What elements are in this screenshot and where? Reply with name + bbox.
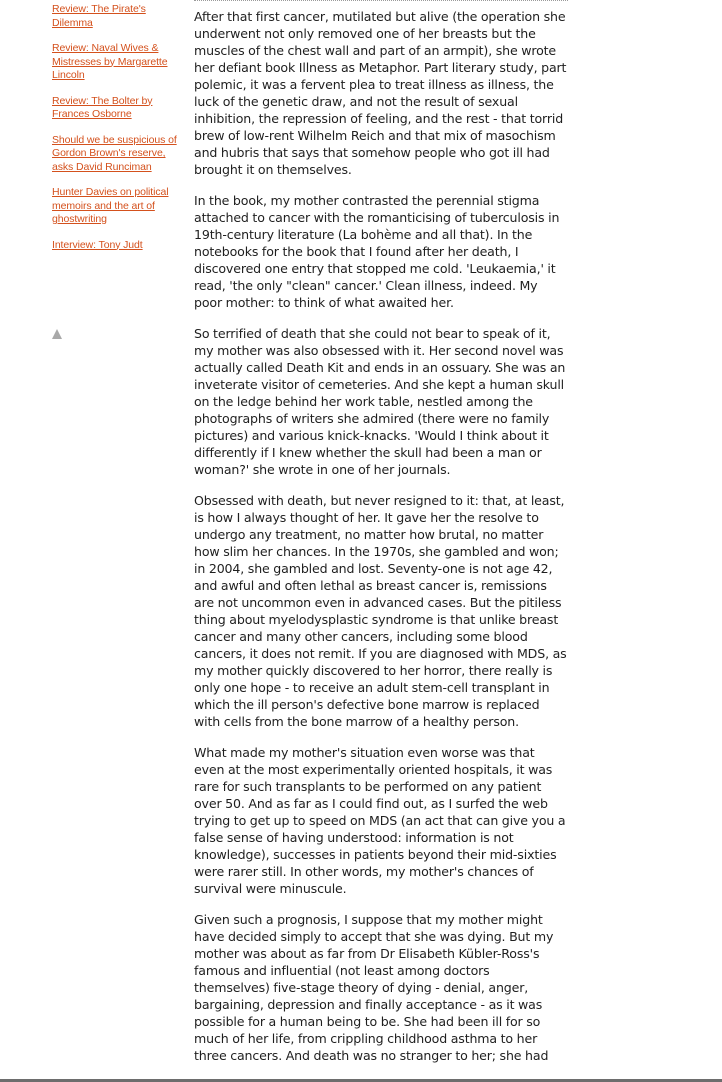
related-link-item	[52, 3, 184, 30]
related-link-hunter-davies[interactable]: Hunter Davies on political memoirs and the art of ghostwriting	[52, 186, 169, 225]
related-link-item	[52, 42, 184, 83]
article-paragraph: Obsessed with death, but never resigned to it: that, at least, is how I always thought of her. It gave her the resolve to undergo any treatment, no matter how brutal, no matter how slim her chances. In the 1970s, she gambled and won; in 2004, she gambled and lost. Seventy-one is not age 42, and awful and often lethal as breast cancer is, remissions are not uncommon even in advanced cases. But the pitiless thing about myelodysplastic syndrome is that unlike breast cancer and many other cancers, including some blood cancers, it does not remit. If you are diagnosed with MDS, as my mother quickly discovered to her horror, there really is only one hope - to receive an adult stem-cell transplant in which the ill person's defective bone marrow is replaced with cells from the bone marrow of a healthy person.	[194, 493, 567, 729]
article-paragraph: Given such a prognosis, I suppose that my mother might have decided simply to accept that she was dying. But my mother was about as far from Dr Elisabeth Kübler-Ross's famous and influential (not least among doctors themselves) five-stage theory of dying - denial, anger, bargaining, depression and finally acceptance - as it was possible for a human being to be. She had been ill for so much of her life, from crippling childhood asthma to her three cancers. And death was no stranger to her; she had	[194, 912, 554, 1063]
related-link-item	[52, 239, 184, 253]
related-link-the-bolter[interactable]: Review: The Bolter by Frances Osborne	[52, 94, 153, 120]
article-paragraph: After that first cancer, mutilated but alive (the operation she underwent not only removed one of her breasts but the muscles of the chest wall and part of an armpit), she wrote her defiant book Illness as Metaphor. Part literary study, part polemic, it was a fervent plea to treat illness as illness, the luck of the genetic draw, and not the result of sexual inhibition, the repression of feeling, and the rest - that torrid brew of low-rent Wilhelm Reich and that mix of masochism and hubris that says that somehow people who got ill had brought it on themselves.	[194, 9, 567, 177]
related-link-item	[52, 95, 184, 122]
related-links-list	[52, 3, 184, 252]
article-paragraph: So terrified of death that she could not bear to speak of it, my mother was also obsessed with it. Her second novel was actually called Death Kit and ends in an ossuary. She was an inveterate visitor of cemeteries. And she kept a human skull on the ledge behind her work table, nestled among the photographs of writers she admired (there were no family pictures) and various knick-knacks. 'Would I think about it differently if I knew whether the skull had been a man or woman?' she wrote in one of her journals.	[194, 326, 566, 477]
related-link-naval-wives[interactable]: Review: Naval Wives & Mistresses by Margarette Lincoln	[52, 42, 168, 81]
related-link-item	[52, 134, 184, 175]
article-paragraph: What made my mother's situation even worse was that even at the most experimentally oriented hospitals, it was rare for such transplants to be performed on any patient over 50. And as far as I could find out, as I surfed the web trying to get up to speed on MDS (an act that can give you a false sense of having understood: information is not knowledge), successes in patients beyond their mid-sixties were rarer still. In other words, my mother's chances of survival were minuscule.	[194, 745, 566, 896]
article-body	[194, 0, 568, 1078]
related-link-tony-judt[interactable]: Interview: Tony Judt	[52, 238, 143, 251]
related-link-item	[52, 186, 184, 227]
related-link-gordon-brown[interactable]: Should we be suspicious of Gordon Brown's reserve, asks David Runciman	[52, 133, 177, 173]
dotted-divider	[194, 0, 568, 1]
back-to-top-triangle-up-icon[interactable]	[52, 329, 62, 339]
article-paragraph: In the book, my mother contrasted the perennial stigma attached to cancer with the romanticising of tuberculosis in 19th-century literature (La bohème and all that). In the notebooks for the book that I found after her death, I discovered one entry that stopped me cold. 'Leukaemia,' it read, 'the only "clean" cancer.' Clean illness, indeed. My poor mother: to think of what awaited her.	[194, 193, 560, 310]
related-link-pirates-dilemma[interactable]: Review: The Pirate's Dilemma	[52, 3, 146, 29]
related-links-sidebar	[52, 3, 184, 264]
